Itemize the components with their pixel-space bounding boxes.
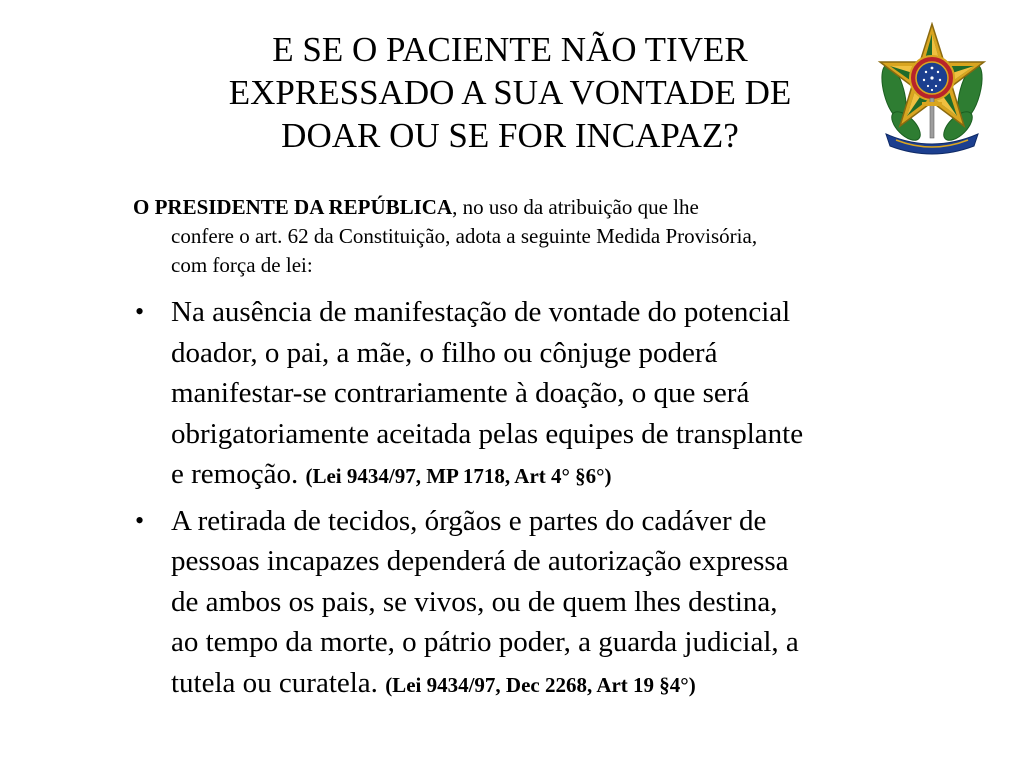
preamble-text: , no uso da atribuição que lhe <box>452 195 699 219</box>
preamble-line <box>133 193 993 222</box>
bullet-line <box>171 454 1013 497</box>
bullet-line: A retirada de tecidos, órgãos e partes do cadáver de <box>171 504 767 537</box>
bullet-line <box>171 663 1013 706</box>
bullet-list <box>133 292 1013 705</box>
slide-title <box>150 28 870 157</box>
title-line: EXPRESSADO A SUA VONTADE DE <box>228 73 792 112</box>
bullet-item <box>133 292 1013 497</box>
bullet-marker: • <box>135 297 145 326</box>
bullet-line: pessoas incapazes dependerá de autorização expressa <box>171 545 789 577</box>
bullet-line: manifestar-se contrariamente à doação, o que será <box>171 377 750 409</box>
coat-of-arms-emblem <box>876 22 988 158</box>
legal-citation: (Lei 9434/97, MP 1718, Art 4° §6°) <box>305 464 612 488</box>
bullet-line: obrigatoriamente aceitada pelas equipes de transplante <box>171 417 804 450</box>
bullet-line: de ambos os pais, se vivos, ou de quem lhes destina, <box>171 585 778 618</box>
president-label: O PRESIDENTE DA REPÚBLICA <box>133 195 453 219</box>
title-line: E SE O PACIENTE NÃO TIVER <box>272 30 748 69</box>
bullet-line: doador, o pai, a mãe, o filho ou cônjuge poderá <box>171 336 718 369</box>
preamble-line: confere o art. 62 da Constituição, adota a seguinte Medida Provisória, <box>171 224 758 248</box>
legal-citation: (Lei 9434/97, Dec 2268, Art 19 §4°) <box>385 672 696 697</box>
bullet-line: ao tempo da morte, o pátrio poder, a guarda judicial, a <box>171 626 799 658</box>
preamble-line: com força de lei: <box>171 253 313 277</box>
bullet-marker: • <box>135 505 145 535</box>
bullet-line-text: e remoção. <box>171 458 306 490</box>
bullet-line: Na ausência de manifestação de vontade do potencial <box>171 296 791 328</box>
decree-preamble <box>133 193 993 280</box>
bullet-item <box>133 501 1013 706</box>
title-line: DOAR OU SE FOR INCAPAZ? <box>281 116 739 155</box>
bullet-line-text: tutela ou curatela. <box>171 666 386 699</box>
